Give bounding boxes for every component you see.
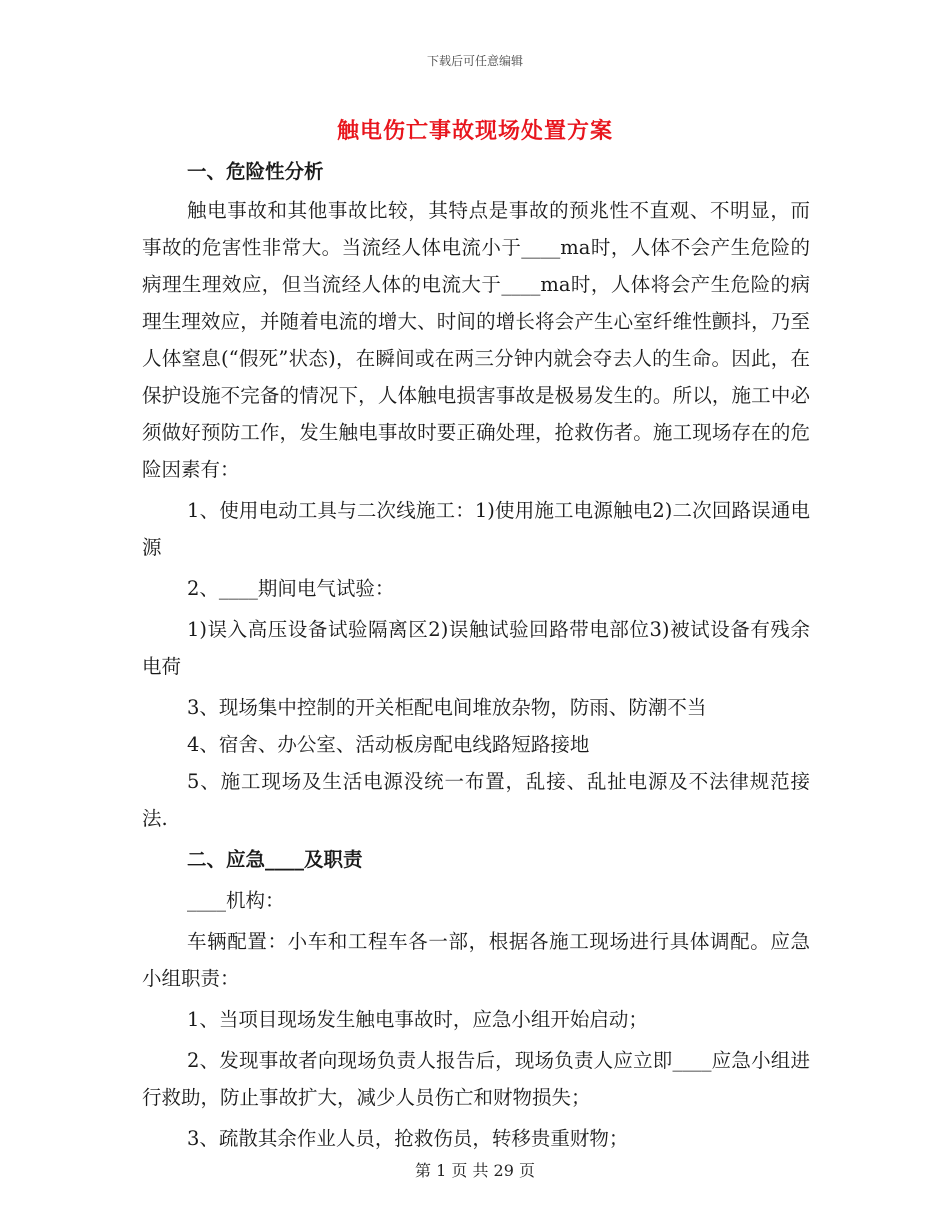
paragraph: 5、施工现场及生活电源没统一布置，乱接、乱扯电源及不法律规范接法. [142,770,810,830]
document-body [142,153,810,1157]
paragraph: 车辆配置：小车和工程车各一部，根据各施工现场进行具体调配。应急小组职责： [142,930,810,990]
paragraph: 触电事故和其他事故比较，其特点是事故的预兆性不直观、不明显，而事故的危害性非常大。当流经人体电流小于____ma时，人体不会产生危险的病理生理效应，但当流经人体的电流大于____ma时，人体将会产生危险的病理生理效应，并随着电流的增大、时间的增长将会产生心室纤维性颤抖，乃至人体窒息(“假死”状态)，在瞬间或在两三分钟内就会夺去人的生命。因此，在保护设施不完备的情况下，人体触电损害事故是极易发生的。所以，施工中必须做好预防工作，发生触电事故时要正确处理，抢救伤者。施工现场存在的危险因素有： [142,199,810,481]
section-heading: 一、危险性分析 [187,160,324,183]
header-note: 下载后可任意编辑 [426,54,523,68]
section-heading: 二、应急____及职责 [187,848,363,871]
paragraph: 1、使用电动工具与二次线施工：1)使用施工电源触电2)二次回路误通电源 [142,499,810,559]
paragraph: ____机构： [187,889,285,912]
document-title: 触电伤亡事故现场处置方案 [336,118,613,144]
paragraph: 1)误入高压设备试验隔离区2)误触试验回路带电部位3)被试设备有残余电荷 [142,618,810,678]
paragraph: 2、发现事故者向现场负责人报告后，现场负责人应立即____应急小组进行救助，防止事故扩大，减少人员伤亡和财物损失； [142,1049,810,1109]
paragraph: 4、宿舍、办公室、活动板房配电线路短路接地 [187,733,590,756]
paragraph: 2、____期间电气试验： [187,577,395,600]
paragraph: 3、疏散其余作业人员，抢救伤员，转移贵重财物； [187,1127,629,1150]
paragraph: 3、现场集中控制的开关柜配电间堆放杂物，防雨、防潮不当 [187,696,707,719]
paragraph: 1、当项目现场发生触电事故时，应急小组开始启动； [187,1008,648,1031]
page-footer: 第 1 页 共 29 页 [415,1161,535,1180]
